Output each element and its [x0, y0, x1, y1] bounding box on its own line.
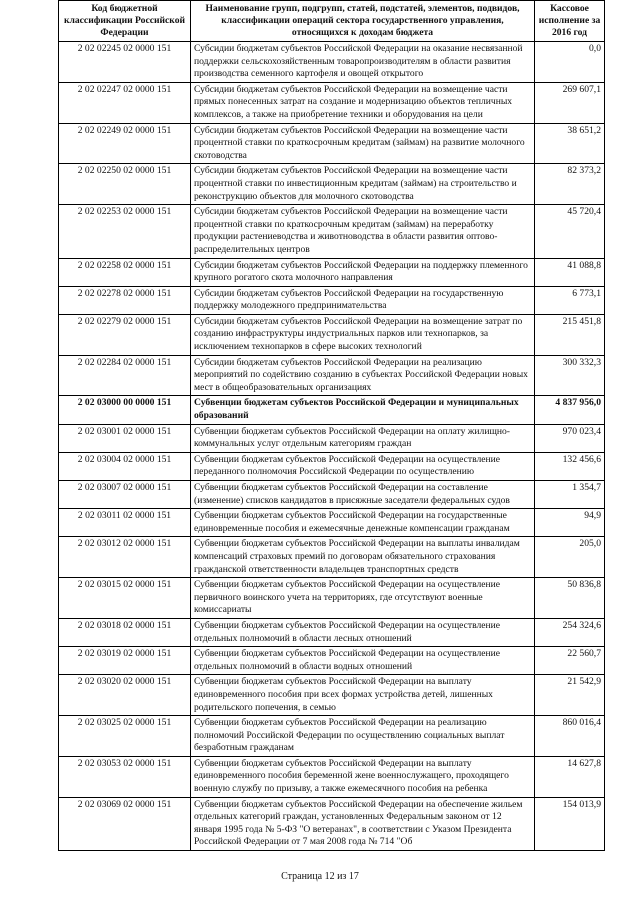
row-name: Субсидии бюджетам субъектов Российской Федерации на оказание несвязанной поддержки сельскохозяйственным товаропроизводителям в области развития производства семенного картофеля и овощей открытого: [191, 42, 535, 83]
row-code: 2 02 03025 02 0000 151: [59, 716, 191, 757]
row-amount: 132 456,6: [535, 452, 605, 480]
table-row: [59, 537, 605, 578]
table-row: [59, 756, 605, 797]
row-code: 2 02 02284 02 0000 151: [59, 355, 191, 396]
table-row: [59, 164, 605, 205]
table-row: [59, 797, 605, 850]
row-code: 2 02 02278 02 0000 151: [59, 286, 191, 314]
row-code: 2 02 02258 02 0000 151: [59, 258, 191, 286]
row-amount: 45 720,4: [535, 205, 605, 258]
row-name: Субсидии бюджетам субъектов Российской Федерации на возмещение части процентной ставки по инвестиционным кредитам (займам) на строительство и реконструкцию объектов для молочного скотоводства: [191, 164, 535, 205]
table-row: [59, 578, 605, 619]
row-amount: 38 651,2: [535, 123, 605, 164]
row-name: Субсидии бюджетам субъектов Российской Федерации на возмещение части процентной ставки по краткосрочным кредитам (займам) на переработку продукции растениеводства и животноводства в области развития оптово-распределительных центров: [191, 205, 535, 258]
row-amount: 205,0: [535, 537, 605, 578]
row-amount: 0,0: [535, 42, 605, 83]
table-row: [59, 647, 605, 675]
row-name: Субвенции бюджетам субъектов Российской Федерации на обеспечение жильем отдельных категорий граждан, установленных Федеральным законом от 12 января 1995 года № 5-ФЗ "О ветеранах", в соответствии с Указом Президента Российской Федерации от 7 мая 2008 года № 714 "Об: [191, 797, 535, 850]
row-name: Субсидии бюджетам субъектов Российской Федерации на государственную поддержку молодежного предпринимательства: [191, 286, 535, 314]
row-code: 2 02 03004 02 0000 151: [59, 452, 191, 480]
row-amount: 4 837 956,0: [535, 396, 605, 424]
row-amount: 154 013,9: [535, 797, 605, 850]
row-amount: 860 016,4: [535, 716, 605, 757]
header-amount: Кассовое исполнение за 2016 год: [535, 1, 605, 42]
table-row: [59, 314, 605, 355]
row-name: Субвенции бюджетам субъектов Российской Федерации на выплаты инвалидам компенсаций страховых премий по договорам обязательного страхования гражданской ответственности владельцев транспортных средств: [191, 537, 535, 578]
row-name: Субвенции бюджетам субъектов Российской Федерации на осуществление первичного воинского учета на территориях, где отсутствуют военные комиссариаты: [191, 578, 535, 619]
row-code: 2 02 03007 02 0000 151: [59, 481, 191, 509]
row-name: Субвенции бюджетам субъектов Российской Федерации на выплату единовременного пособия беременной жене военнослужащего, проходящего военную службу по призыву, а также ежемесячного пособия на ребенка: [191, 756, 535, 797]
row-amount: 82 373,2: [535, 164, 605, 205]
row-code: 2 02 03015 02 0000 151: [59, 578, 191, 619]
row-name: Субсидии бюджетам субъектов Российской Федерации на поддержку племенного крупного рогатого скота молочного направления: [191, 258, 535, 286]
table-row: [59, 286, 605, 314]
row-code: 2 02 02245 02 0000 151: [59, 42, 191, 83]
row-code: 2 02 03018 02 0000 151: [59, 618, 191, 646]
row-amount: 215 451,8: [535, 314, 605, 355]
table-row: [59, 452, 605, 480]
table-row: [59, 355, 605, 396]
row-amount: 94,9: [535, 509, 605, 537]
row-name: Субвенции бюджетам субъектов Российской Федерации и муниципальных образований: [191, 396, 535, 424]
table-row: [59, 618, 605, 646]
row-code: 2 02 02250 02 0000 151: [59, 164, 191, 205]
row-code: 2 02 03012 02 0000 151: [59, 537, 191, 578]
row-name: Субсидии бюджетам субъектов Российской Федерации на реализацию мероприятий по содействию созданию в субъектах Российской Федерации новых мест в общеобразовательных организациях: [191, 355, 535, 396]
table-header-row: [59, 1, 605, 42]
table-row: [59, 509, 605, 537]
row-amount: 21 542,9: [535, 675, 605, 716]
table-row: [59, 424, 605, 452]
row-name: Субвенции бюджетам субъектов Российской Федерации на осуществление отдельных полномочий в области водных отношений: [191, 647, 535, 675]
row-amount: 300 332,3: [535, 355, 605, 396]
table-row: [59, 82, 605, 123]
table-row: [59, 205, 605, 258]
table-row: [59, 716, 605, 757]
row-code: 2 02 03020 02 0000 151: [59, 675, 191, 716]
row-name: Субвенции бюджетам субъектов Российской Федерации на реализацию полномочий Российской Федерации по осуществлению социальных выплат безработным гражданам: [191, 716, 535, 757]
header-code: Код бюджетной классификации Российской Федерации: [59, 1, 191, 42]
row-code: 2 02 02253 02 0000 151: [59, 205, 191, 258]
table-row: [59, 675, 605, 716]
page-number: Страница 12 из 17: [281, 871, 359, 882]
row-code: 2 02 02247 02 0000 151: [59, 82, 191, 123]
row-name: Субвенции бюджетам субъектов Российской Федерации на государственные единовременные пособия и ежемесячные денежные компенсации гражданам: [191, 509, 535, 537]
row-amount: 41 088,8: [535, 258, 605, 286]
header-name: Наименование групп, подгрупп, статей, подстатей, элементов, подвидов, классификации операций сектора государственного управления, относящихся к доходам бюджета: [191, 1, 535, 42]
row-name: Субсидии бюджетам субъектов Российской Федерации на возмещение части процентной ставки по краткосрочным кредитам (займам) на развитие молочного скотоводства: [191, 123, 535, 164]
row-code: 2 02 03011 02 0000 151: [59, 509, 191, 537]
row-amount: 269 607,1: [535, 82, 605, 123]
row-amount: 254 324,6: [535, 618, 605, 646]
row-name: Субсидии бюджетам субъектов Российской Федерации на возмещение затрат по созданию инфраструктуры индустриальных парков или технопарков, за исключением технопарков в сфере высоких технологий: [191, 314, 535, 355]
row-amount: 1 354,7: [535, 481, 605, 509]
row-amount: 970 023,4: [535, 424, 605, 452]
table-row: [59, 481, 605, 509]
row-name: Субвенции бюджетам субъектов Российской Федерации на осуществление переданного полномочия Российской Федерации по осуществлению: [191, 452, 535, 480]
row-code: 2 02 03001 02 0000 151: [59, 424, 191, 452]
row-name: Субвенции бюджетам субъектов Российской Федерации на составление (изменение) списков кандидатов в присяжные заседатели федеральных судов: [191, 481, 535, 509]
row-code: 2 02 03069 02 0000 151: [59, 797, 191, 850]
row-code: 2 02 02279 02 0000 151: [59, 314, 191, 355]
row-name: Субвенции бюджетам субъектов Российской Федерации на выплату единовременного пособия при всех формах устройства детей, лишенных родительского попечения, в семью: [191, 675, 535, 716]
row-code: 2 02 03019 02 0000 151: [59, 647, 191, 675]
row-name: Субвенции бюджетам субъектов Российской Федерации на оплату жилищно-коммунальных услуг отдельным категориям граждан: [191, 424, 535, 452]
row-amount: 14 627,8: [535, 756, 605, 797]
row-name: Субсидии бюджетам субъектов Российской Федерации на возмещение части прямых понесенных затрат на создание и модернизацию объектов тепличных комплексов, а также на приобретение техники и оборудования на цели: [191, 82, 535, 123]
table-row: [59, 42, 605, 83]
budget-revenue-table: [58, 0, 605, 851]
row-amount: 22 560,7: [535, 647, 605, 675]
row-code: 2 02 03000 00 0000 151: [59, 396, 191, 424]
table-row: [59, 396, 605, 424]
row-name: Субвенции бюджетам субъектов Российской Федерации на осуществление отдельных полномочий в области лесных отношений: [191, 618, 535, 646]
table-row: [59, 258, 605, 286]
row-code: 2 02 03053 02 0000 151: [59, 756, 191, 797]
row-amount: 6 773,1: [535, 286, 605, 314]
table-row: [59, 123, 605, 164]
row-code: 2 02 02249 02 0000 151: [59, 123, 191, 164]
row-amount: 50 836,8: [535, 578, 605, 619]
document-page: [58, 0, 604, 851]
